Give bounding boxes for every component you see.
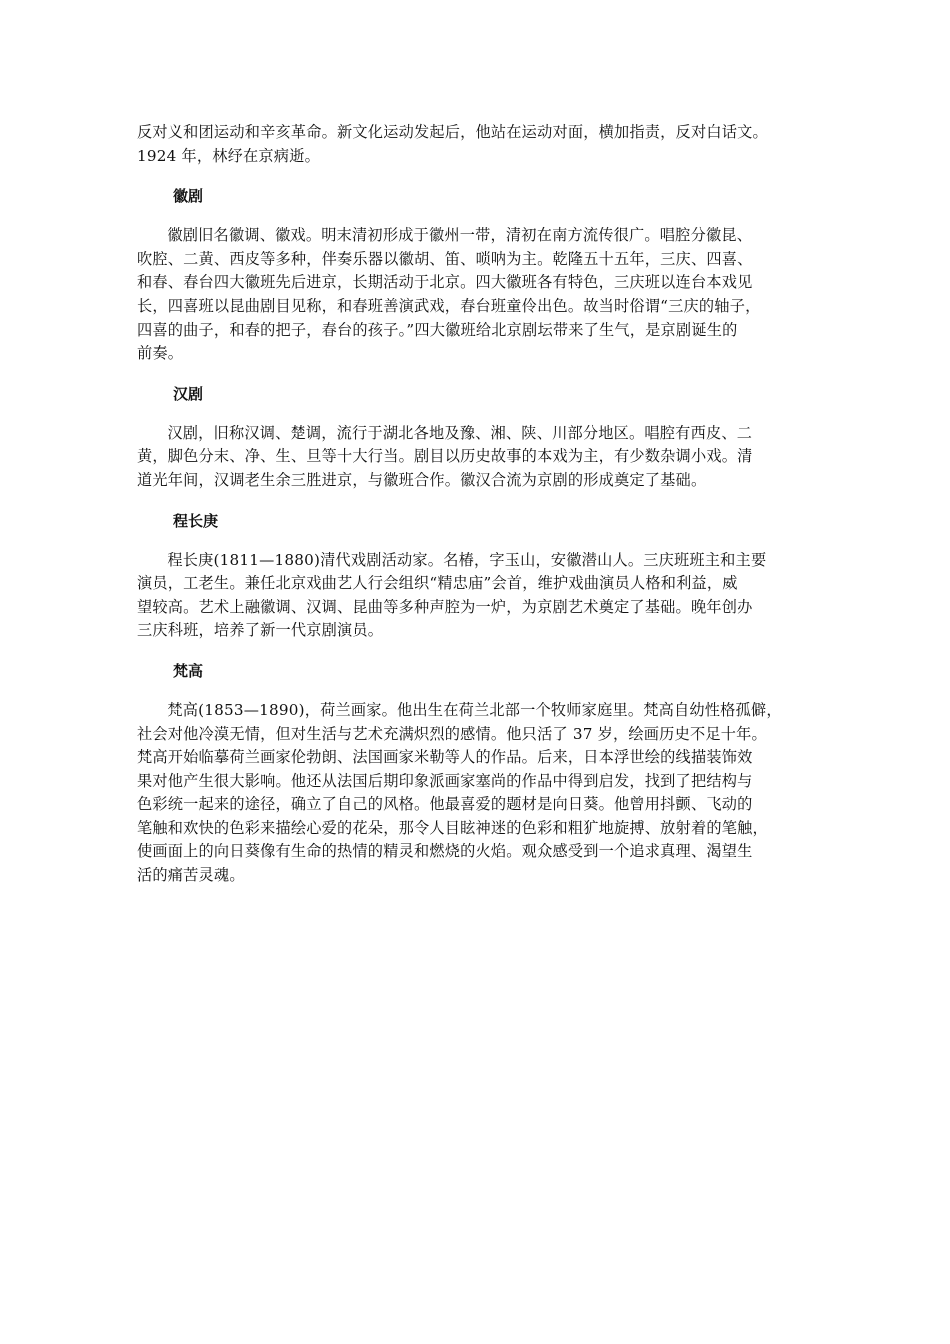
text-line: 道光年间，汉调老生余三胜进京，与徽班合作。徽汉合流为京剧的形成奠定了基础。 — [137, 470, 707, 489]
section-paragraph-hanju — [137, 422, 827, 493]
text-line: 社会对他冷漠无情，但对生活与艺术充满炽烈的感情。他只活了 37 岁，绘画历史不足十年。 — [137, 724, 767, 743]
section-heading-cheng-changgeng: 程长庚 — [173, 511, 219, 530]
text-line: 三庆科班，培养了新一代京剧演员。 — [137, 621, 384, 640]
text-line: 果对他产生很大影响。他还从法国后期印象派画家塞尚的作品中得到启发，找到了把结构与 — [137, 771, 753, 790]
text-line: 徽剧旧名徽调、徽戏。明末清初形成于徽州一带，清初在南方流传很广。唱腔分徽昆、 — [167, 226, 753, 245]
text-line: 反对义和团运动和辛亥革命。新文化运动发起后，他站在运动对面，横加指责，反对白话文。 — [137, 123, 768, 141]
text-line: 和春、春台四大徽班先后进京，长期活动于北京。四大徽班各有特色，三庆班以连台本戏见 — [137, 273, 753, 292]
text-line: 吹腔、二黄、西皮等多种，伴奏乐器以徽胡、笛、唢呐为主。乾隆五十五年，三庆、四喜、 — [137, 249, 753, 268]
text-line: 色彩统一起来的途径，确立了自己的风格。他最喜爱的题材是向日葵。他曾用抖颤、飞动的 — [137, 795, 753, 814]
text-line: 活的痛苦灵魂。 — [137, 866, 245, 885]
text-line: 长，四喜班以昆曲剧目见称，和春班善演武戏，春台班童伶出色。故当时俗谓“三庆的轴子， — [137, 296, 761, 315]
section-heading-hanju: 汉剧 — [173, 384, 204, 403]
text-line: 演员，工老生。兼任北京戏曲艺人行会组织“精忠庙”会首，维护戏曲演员人格和利益，威 — [137, 574, 738, 593]
section-heading-van-gogh: 梵高 — [173, 661, 204, 680]
text-line: 1924 年，林纾在京病逝。 — [137, 146, 320, 165]
text-line: 梵高(1853—1890)，荷兰画家。他出生在荷兰北部一个牧师家庭里。梵高自幼性格孤僻， — [167, 700, 782, 719]
text-line: 四喜的曲子，和春的把子，春台的孩子。”四大徽班给北京剧坛带来了生气，是京剧诞生的 — [137, 320, 738, 339]
section-paragraph-cheng-changgeng — [137, 549, 827, 643]
section-heading-huiju: 徽剧 — [173, 187, 204, 206]
text-line: 程长庚(1811—1880)清代戏剧活动家。名椿，字玉山，安徽潜山人。三庆班班主和主要 — [167, 550, 767, 569]
intro-paragraph — [137, 121, 827, 168]
section-paragraph-huiju — [137, 224, 827, 366]
text-line: 黄，脚色分末、净、生、旦等十大行当。剧目以历史故事的本戏为主，有少数杂调小戏。清 — [137, 447, 753, 466]
text-line: 笔触和欢快的色彩来描绘心爱的花朵，那令人目眩神迷的色彩和粗犷地旋搏、放射着的笔触， — [137, 818, 768, 837]
text-line: 前奏。 — [137, 344, 184, 363]
section-paragraph-van-gogh — [137, 699, 827, 888]
text-line: 梵高开始临摹荷兰画家伦勃朗、法国画家米勒等人的作品。后来，日本浮世绘的线描装饰效 — [137, 748, 753, 767]
text-line: 汉剧，旧称汉调、楚调，流行于湖北各地及豫、湘、陕、川部分地区。唱腔有西皮、二 — [167, 423, 753, 442]
document-page — [137, 121, 827, 888]
text-line: 望较高。艺术上融徽调、汉调、昆曲等多种声腔为一炉，为京剧艺术奠定了基础。晚年创办 — [137, 597, 753, 616]
text-line: 使画面上的向日葵像有生命的热情的精灵和燃烧的火焰。观众感受到一个追求真理、渴望生 — [137, 842, 753, 861]
